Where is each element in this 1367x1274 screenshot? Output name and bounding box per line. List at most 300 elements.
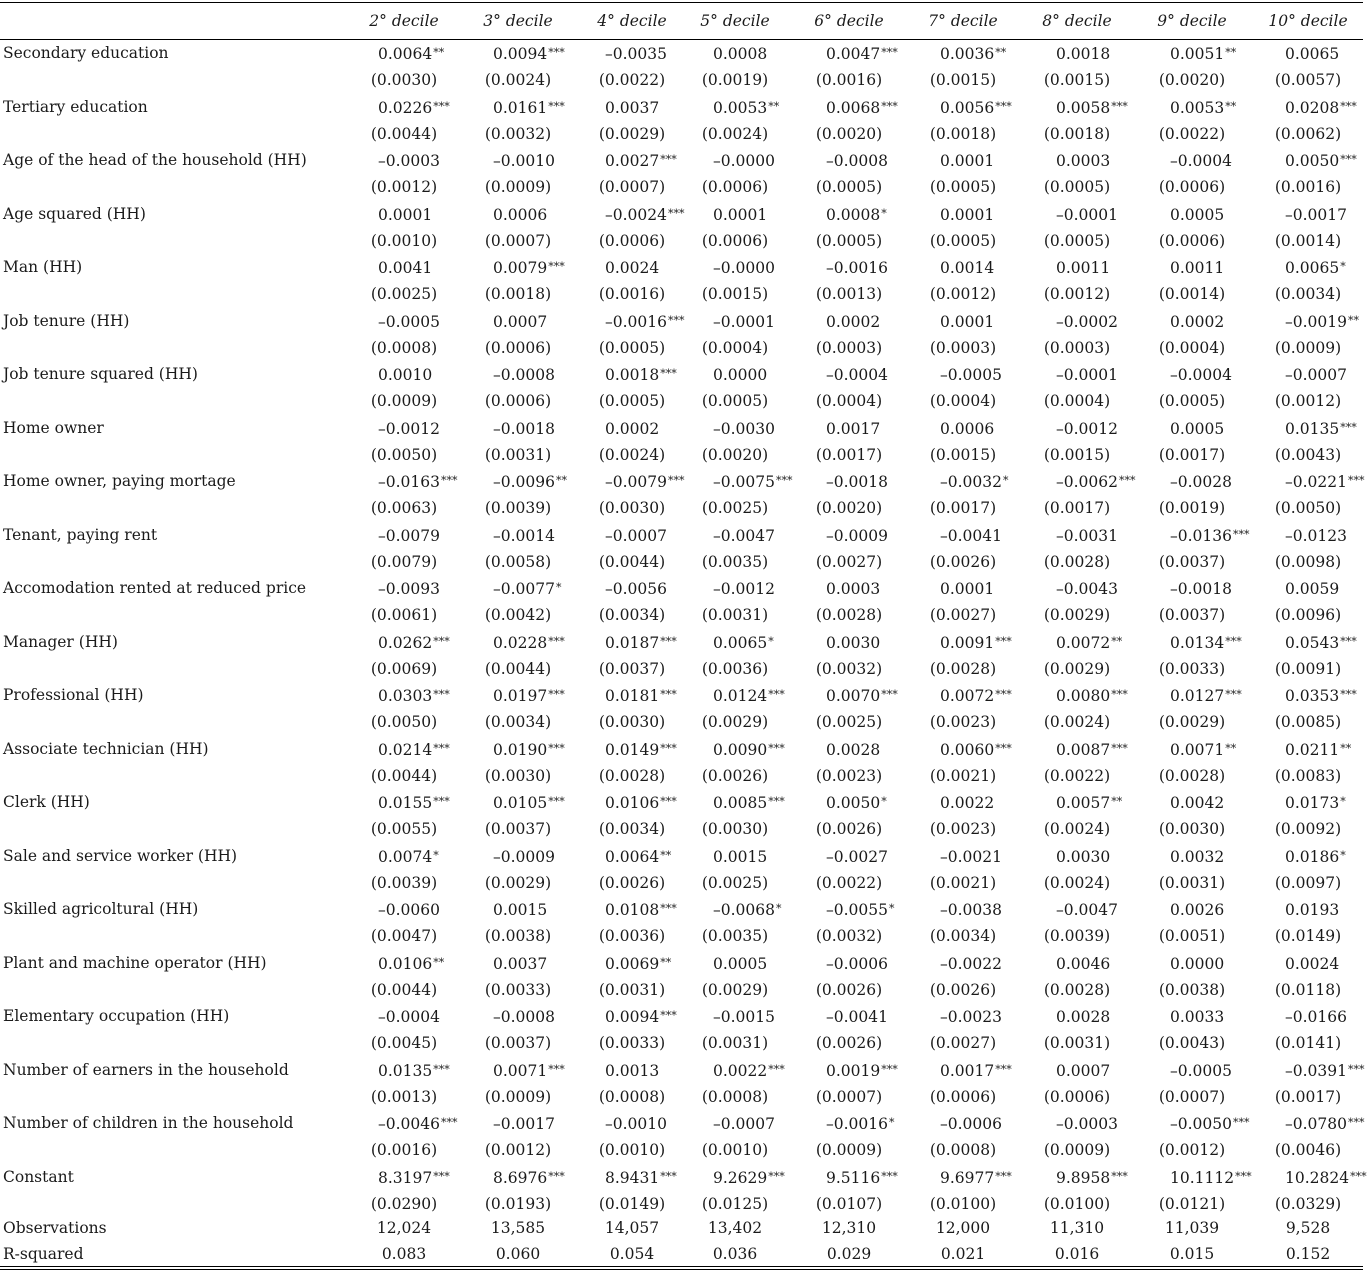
coefficient-cell bbox=[1285, 740, 1351, 759]
standard-error-cell: (0.0012) bbox=[1158, 1141, 1226, 1159]
coefficient-cell bbox=[605, 472, 685, 491]
significance-stars: * bbox=[881, 795, 887, 808]
standard-error-cell: (0.0036) bbox=[598, 927, 666, 945]
standard-error-cell: (0.0039) bbox=[370, 873, 438, 892]
significance-stars: *** bbox=[660, 902, 677, 915]
coefficient-value: 0.0001 bbox=[940, 312, 995, 331]
standard-error-cell: (0.0027) bbox=[929, 606, 997, 624]
column-header: 10° decile bbox=[1268, 12, 1348, 30]
standard-error-cell: (0.0013) bbox=[370, 1087, 438, 1106]
coefficient-cell bbox=[378, 1168, 450, 1187]
standard-error-cell: (0.0017) bbox=[815, 445, 883, 464]
standard-error-cell: (0.0019) bbox=[1158, 499, 1226, 517]
standard-error-cell: (0.0007) bbox=[598, 178, 666, 196]
standard-error-cell: (0.0055) bbox=[370, 820, 438, 838]
row-label: Sale and service worker (HH) bbox=[3, 846, 238, 865]
coefficient-cell bbox=[1170, 1114, 1250, 1133]
coefficient-cell bbox=[826, 98, 898, 117]
significance-stars: ** bbox=[660, 848, 672, 862]
significance-stars: ** bbox=[660, 955, 672, 969]
coefficient-value: 0.0214 bbox=[378, 740, 433, 759]
row-label: Clerk (HH) bbox=[3, 793, 90, 811]
standard-error-cell: (0.0023) bbox=[815, 766, 883, 785]
coefficient-value: 8.3197 bbox=[378, 1168, 433, 1187]
significance-stars: *** bbox=[433, 688, 450, 701]
significance-stars: ** bbox=[1111, 795, 1123, 808]
footer-value: 0.015 bbox=[1169, 1245, 1215, 1263]
coefficient-value: 10.1112 bbox=[1170, 1168, 1235, 1187]
row-label: Professional (HH) bbox=[3, 686, 144, 704]
standard-error-cell: (0.0062) bbox=[1274, 124, 1342, 143]
coefficient-value: –0.0060 bbox=[378, 901, 440, 919]
coefficient-cell bbox=[940, 1168, 1012, 1187]
coefficient-cell bbox=[826, 740, 881, 759]
coefficient-cell bbox=[1285, 526, 1348, 545]
coefficient-cell bbox=[493, 1007, 556, 1026]
standard-error-cell: (0.0031) bbox=[484, 445, 552, 464]
coefficient-value: 0.0087 bbox=[1056, 740, 1111, 759]
coefficient-cell bbox=[1285, 312, 1359, 331]
significance-stars: *** bbox=[1340, 634, 1357, 648]
standard-error-cell: (0.0003) bbox=[1043, 338, 1111, 357]
significance-stars: * bbox=[768, 634, 774, 648]
coefficient-cell bbox=[1285, 44, 1340, 63]
significance-stars: * bbox=[1340, 795, 1346, 808]
standard-error-cell: (0.0004) bbox=[701, 338, 769, 357]
coefficient-value: –0.0035 bbox=[605, 45, 667, 63]
standard-error-cell: (0.0030) bbox=[701, 820, 769, 838]
standard-error-cell: (0.0005) bbox=[1043, 231, 1111, 250]
coefficient-cell bbox=[1285, 579, 1340, 598]
coefficient-cell bbox=[940, 312, 995, 331]
significance-stars: * bbox=[776, 902, 782, 915]
coefficient-cell bbox=[826, 312, 881, 331]
standard-error-cell: (0.0026) bbox=[815, 980, 883, 999]
standard-error-cell: (0.0020) bbox=[1158, 71, 1226, 89]
standard-error-cell: (0.0004) bbox=[815, 392, 883, 410]
coefficient-value: 0.0046 bbox=[1056, 954, 1111, 973]
standard-error-cell: (0.0005) bbox=[1158, 392, 1226, 410]
standard-error-cell: (0.0018) bbox=[484, 285, 552, 303]
standard-error-cell: (0.0043) bbox=[1274, 445, 1342, 464]
standard-error-cell: (0.0038) bbox=[484, 927, 552, 945]
coefficient-cell bbox=[1170, 1061, 1233, 1080]
footer-value: 0.083 bbox=[381, 1245, 427, 1263]
standard-error-cell: (0.0029) bbox=[598, 124, 666, 143]
coefficient-value: 0.0011 bbox=[1170, 259, 1225, 277]
standard-error-cell: (0.0007) bbox=[815, 1087, 883, 1106]
coefficient-cell bbox=[713, 365, 768, 384]
coefficient-value: –0.0019 bbox=[1285, 312, 1347, 331]
significance-stars: * bbox=[881, 206, 887, 220]
coefficient-value: 0.0071 bbox=[493, 1061, 548, 1080]
coefficient-value: –0.0012 bbox=[1056, 419, 1118, 438]
row-label: Associate technician (HH) bbox=[3, 739, 209, 758]
standard-error-cell: (0.0035) bbox=[701, 552, 769, 571]
coefficient-value: 9.2629 bbox=[713, 1168, 768, 1187]
coefficient-value: 0.0030 bbox=[826, 633, 881, 652]
standard-error-cell: (0.0029) bbox=[484, 873, 552, 892]
footer-label: R-squared bbox=[3, 1245, 84, 1263]
coefficient-value: –0.0002 bbox=[1056, 312, 1118, 331]
standard-error-cell: (0.0005) bbox=[815, 231, 883, 250]
coefficient-cell bbox=[493, 633, 565, 652]
coefficient-value: 0.0001 bbox=[940, 580, 995, 598]
coefficient-value: 0.0015 bbox=[493, 901, 548, 919]
significance-stars: *** bbox=[660, 153, 677, 166]
coefficient-value: –0.0004 bbox=[826, 366, 888, 384]
coefficient-cell bbox=[605, 793, 677, 812]
standard-error-cell: (0.0083) bbox=[1274, 766, 1342, 785]
coefficient-cell bbox=[1056, 633, 1122, 652]
significance-stars: *** bbox=[1111, 99, 1128, 113]
coefficient-cell bbox=[940, 686, 1012, 705]
coefficient-value: 0.0208 bbox=[1285, 98, 1340, 117]
significance-stars: *** bbox=[995, 99, 1012, 113]
standard-error-cell: (0.0018) bbox=[929, 124, 997, 143]
standard-error-cell: (0.0025) bbox=[701, 873, 769, 892]
coefficient-cell bbox=[378, 151, 441, 170]
coefficient-cell bbox=[1285, 686, 1357, 705]
coefficient-value: 0.0007 bbox=[493, 312, 548, 331]
coefficient-value: 0.0090 bbox=[713, 740, 768, 759]
column-header: 7° decile bbox=[928, 12, 998, 30]
coefficient-value: 0.0017 bbox=[940, 1061, 995, 1080]
standard-error-cell: (0.0005) bbox=[1043, 178, 1111, 196]
coefficient-cell bbox=[605, 1114, 668, 1133]
standard-error-cell: (0.0008) bbox=[598, 1087, 666, 1106]
significance-stars: *** bbox=[548, 634, 565, 648]
coefficient-value: 0.0226 bbox=[378, 98, 433, 117]
coefficient-cell bbox=[493, 365, 556, 384]
coefficient-cell bbox=[493, 579, 562, 598]
footer-value: 0.152 bbox=[1285, 1245, 1331, 1263]
coefficient-cell bbox=[1056, 1007, 1111, 1026]
coefficient-cell bbox=[605, 633, 677, 652]
significance-stars: *** bbox=[1233, 527, 1250, 541]
coefficient-cell bbox=[493, 900, 548, 919]
coefficient-cell bbox=[940, 954, 1003, 973]
coefficient-value: –0.0001 bbox=[713, 312, 775, 331]
coefficient-cell bbox=[605, 579, 668, 598]
coefficient-value: 0.0053 bbox=[1170, 98, 1225, 117]
coefficient-value: 0.0070 bbox=[826, 687, 881, 705]
coefficient-cell bbox=[1285, 1061, 1365, 1080]
standard-error-cell: (0.0100) bbox=[929, 1194, 997, 1213]
standard-error-cell: (0.0012) bbox=[929, 285, 997, 303]
coefficient-cell bbox=[1170, 686, 1242, 705]
coefficient-cell bbox=[940, 847, 1003, 866]
coefficient-value: 9.6977 bbox=[940, 1168, 995, 1187]
coefficient-value: 0.0181 bbox=[605, 687, 660, 705]
significance-stars: ** bbox=[1225, 99, 1237, 113]
coefficient-cell bbox=[713, 98, 779, 117]
significance-stars: *** bbox=[433, 99, 450, 113]
coefficient-value: –0.0041 bbox=[826, 1008, 888, 1026]
coefficient-cell bbox=[378, 633, 450, 652]
coefficient-cell bbox=[940, 1007, 1003, 1026]
coefficient-value: 0.0211 bbox=[1285, 740, 1340, 759]
standard-error-cell: (0.0098) bbox=[1274, 552, 1342, 571]
significance-stars: *** bbox=[768, 795, 785, 808]
coefficient-value: 0.0001 bbox=[940, 205, 995, 224]
coefficient-cell bbox=[1056, 1061, 1111, 1080]
significance-stars: *** bbox=[433, 1169, 450, 1183]
standard-error-cell: (0.0044) bbox=[370, 124, 438, 143]
coefficient-value: 0.0197 bbox=[493, 687, 548, 705]
standard-error-cell: (0.0031) bbox=[1043, 1034, 1111, 1052]
coefficient-value: –0.0007 bbox=[605, 526, 667, 545]
coefficient-cell bbox=[940, 44, 1006, 63]
coefficient-value: –0.0022 bbox=[940, 954, 1002, 973]
standard-error-cell: (0.0021) bbox=[929, 766, 997, 785]
coefficient-value: 0.0001 bbox=[378, 205, 433, 224]
coefficient-value: –0.0005 bbox=[940, 366, 1002, 384]
coefficient-value: 0.0080 bbox=[1056, 687, 1111, 705]
bottom-rule-double bbox=[0, 1269, 1363, 1270]
coefficient-value: 0.0028 bbox=[826, 740, 881, 759]
standard-error-cell: (0.0022) bbox=[815, 873, 883, 892]
coefficient-value: –0.0062 bbox=[1056, 473, 1118, 491]
header-rule bbox=[0, 39, 1363, 40]
coefficient-value: 0.0056 bbox=[940, 98, 995, 117]
row-label: Tenant, paying rent bbox=[3, 525, 158, 544]
coefficient-cell bbox=[378, 900, 441, 919]
coefficient-cell bbox=[605, 151, 677, 170]
coefficient-cell bbox=[1285, 793, 1346, 812]
coefficient-value: 10.2824 bbox=[1285, 1168, 1350, 1187]
standard-error-cell: (0.0029) bbox=[1043, 659, 1111, 678]
standard-error-cell: (0.0025) bbox=[815, 713, 883, 731]
significance-stars: *** bbox=[881, 1062, 898, 1076]
coefficient-cell bbox=[826, 205, 887, 224]
coefficient-value: 0.0068 bbox=[826, 98, 881, 117]
coefficient-value: 0.0019 bbox=[826, 1061, 881, 1080]
coefficient-cell bbox=[378, 579, 441, 598]
coefficient-cell bbox=[940, 98, 1012, 117]
standard-error-cell: (0.0050) bbox=[370, 713, 438, 731]
column-header: 5° decile bbox=[700, 12, 770, 30]
standard-error-cell: (0.0017) bbox=[1274, 1087, 1342, 1106]
row-label: Number of earners in the household bbox=[3, 1060, 289, 1079]
coefficient-value: 0.0002 bbox=[605, 419, 660, 438]
standard-error-cell: (0.0010) bbox=[598, 1141, 666, 1159]
significance-stars: ** bbox=[556, 474, 567, 487]
standard-error-cell: (0.0017) bbox=[1158, 445, 1226, 464]
standard-error-cell: (0.0030) bbox=[1158, 820, 1226, 838]
coefficient-value: 0.0053 bbox=[713, 98, 768, 117]
standard-error-cell: (0.0028) bbox=[815, 606, 883, 624]
significance-stars: ** bbox=[433, 46, 445, 59]
coefficient-cell bbox=[940, 740, 1012, 759]
coefficient-cell bbox=[493, 526, 556, 545]
coefficient-value: –0.0008 bbox=[493, 366, 555, 384]
significance-stars: *** bbox=[668, 474, 685, 487]
row-label: Manager (HH) bbox=[3, 632, 118, 651]
coefficient-value: –0.0008 bbox=[826, 152, 888, 170]
coefficient-cell bbox=[1285, 900, 1340, 919]
coefficient-cell bbox=[713, 900, 782, 919]
coefficient-cell bbox=[1170, 740, 1236, 759]
significance-stars: ** bbox=[1225, 46, 1237, 59]
coefficient-cell bbox=[1285, 847, 1346, 866]
significance-stars: *** bbox=[660, 634, 677, 648]
coefficient-cell bbox=[826, 258, 889, 277]
significance-stars: * bbox=[556, 581, 562, 594]
coefficient-value: –0.0010 bbox=[493, 152, 555, 170]
standard-error-cell: (0.0016) bbox=[1274, 178, 1342, 196]
standard-error-cell: (0.0008) bbox=[701, 1087, 769, 1106]
coefficient-cell bbox=[1285, 98, 1357, 117]
coefficient-cell bbox=[605, 686, 677, 705]
standard-error-cell: (0.0025) bbox=[370, 285, 438, 303]
significance-stars: *** bbox=[1348, 1116, 1365, 1129]
footer-value: 0.036 bbox=[712, 1245, 758, 1263]
standard-error-cell: (0.0008) bbox=[929, 1141, 997, 1159]
standard-error-cell: (0.0020) bbox=[815, 499, 883, 517]
coefficient-cell bbox=[1056, 44, 1111, 63]
coefficient-cell bbox=[605, 419, 660, 438]
coefficient-value: 0.0064 bbox=[605, 847, 660, 866]
standard-error-cell: (0.0028) bbox=[598, 766, 666, 785]
coefficient-cell bbox=[713, 740, 785, 759]
standard-error-cell: (0.0015) bbox=[929, 445, 997, 464]
coefficient-cell bbox=[940, 1061, 1012, 1080]
coefficient-value: –0.0096 bbox=[493, 473, 555, 491]
coefficient-cell bbox=[826, 579, 881, 598]
coefficient-cell bbox=[940, 526, 1003, 545]
coefficient-cell bbox=[605, 258, 660, 277]
significance-stars: *** bbox=[768, 741, 785, 755]
significance-stars: *** bbox=[548, 795, 565, 808]
coefficient-cell bbox=[605, 847, 671, 866]
standard-error-cell: (0.0012) bbox=[370, 178, 438, 196]
standard-error-cell: (0.0024) bbox=[1043, 873, 1111, 892]
significance-stars: *** bbox=[441, 474, 458, 487]
coefficient-value: –0.0043 bbox=[1056, 580, 1118, 598]
significance-stars: *** bbox=[1119, 474, 1136, 487]
standard-error-cell: (0.0019) bbox=[701, 71, 769, 89]
standard-error-cell: (0.0028) bbox=[1043, 552, 1111, 571]
coefficient-value: 0.0002 bbox=[1170, 312, 1225, 331]
standard-error-cell: (0.0005) bbox=[598, 338, 666, 357]
column-header: 6° decile bbox=[814, 12, 884, 30]
coefficient-value: –0.0004 bbox=[1170, 366, 1232, 384]
coefficient-cell bbox=[378, 419, 441, 438]
standard-error-cell: (0.0013) bbox=[815, 285, 883, 303]
significance-stars: *** bbox=[668, 206, 685, 220]
row-label: Age squared (HH) bbox=[3, 204, 146, 223]
coefficient-cell bbox=[493, 98, 565, 117]
coefficient-value: 0.0000 bbox=[713, 366, 768, 384]
coefficient-cell bbox=[1170, 472, 1233, 491]
significance-stars: *** bbox=[995, 634, 1012, 648]
coefficient-cell bbox=[1056, 205, 1119, 224]
coefficient-value: –0.0123 bbox=[1285, 526, 1347, 545]
standard-error-cell: (0.0004) bbox=[929, 392, 997, 410]
standard-error-cell: (0.0008) bbox=[370, 338, 438, 357]
coefficient-value: –0.0047 bbox=[713, 526, 775, 545]
significance-stars: *** bbox=[776, 474, 793, 487]
coefficient-cell bbox=[826, 44, 898, 63]
coefficient-value: –0.0009 bbox=[826, 526, 888, 545]
standard-error-cell: (0.0015) bbox=[1043, 71, 1111, 89]
coefficient-value: 0.0071 bbox=[1170, 740, 1225, 759]
coefficient-value: 0.0127 bbox=[1170, 687, 1225, 705]
coefficient-value: 0.0262 bbox=[378, 633, 433, 652]
standard-error-cell: (0.0091) bbox=[1274, 659, 1342, 678]
standard-error-cell: (0.0069) bbox=[370, 659, 438, 678]
column-header: 3° decile bbox=[483, 12, 553, 30]
coefficient-cell bbox=[940, 579, 995, 598]
coefficient-cell bbox=[1056, 258, 1111, 277]
standard-error-cell: (0.0046) bbox=[1274, 1141, 1342, 1159]
footer-value: 13,585 bbox=[490, 1219, 546, 1237]
coefficient-cell bbox=[1056, 1168, 1128, 1187]
coefficient-cell bbox=[713, 205, 768, 224]
significance-stars: *** bbox=[433, 741, 450, 755]
coefficient-value: –0.0068 bbox=[713, 901, 775, 919]
coefficient-cell bbox=[713, 847, 768, 866]
coefficient-cell bbox=[493, 44, 565, 63]
coefficient-value: 0.0032 bbox=[1170, 847, 1225, 866]
coefficient-value: –0.0046 bbox=[378, 1115, 440, 1133]
row-label: Constant bbox=[3, 1167, 74, 1186]
standard-error-cell: (0.0006) bbox=[1158, 178, 1226, 196]
standard-error-cell: (0.0193) bbox=[484, 1194, 552, 1213]
significance-stars: *** bbox=[881, 46, 898, 59]
standard-error-cell: (0.0061) bbox=[370, 606, 438, 624]
coefficient-cell bbox=[1056, 526, 1119, 545]
standard-error-cell: (0.0050) bbox=[370, 445, 438, 464]
significance-stars: *** bbox=[768, 1062, 785, 1076]
standard-error-cell: (0.0026) bbox=[929, 980, 997, 999]
coefficient-cell bbox=[1285, 205, 1348, 224]
coefficient-value: –0.0001 bbox=[1056, 366, 1118, 384]
coefficient-cell bbox=[1285, 258, 1346, 277]
coefficient-value: 0.0001 bbox=[713, 205, 768, 224]
coefficient-value: 0.0000 bbox=[1170, 954, 1225, 973]
standard-error-cell: (0.0085) bbox=[1274, 713, 1342, 731]
coefficient-value: 0.0005 bbox=[1170, 419, 1225, 438]
coefficient-cell bbox=[940, 633, 1012, 652]
coefficient-value: 0.0001 bbox=[940, 152, 995, 170]
significance-stars: *** bbox=[881, 99, 898, 113]
significance-stars: * bbox=[433, 848, 439, 862]
footer-value: 12,024 bbox=[376, 1219, 432, 1237]
coefficient-cell bbox=[713, 1114, 776, 1133]
standard-error-cell: (0.0026) bbox=[701, 766, 769, 785]
coefficient-value: –0.0017 bbox=[1285, 205, 1347, 224]
significance-stars: * bbox=[1340, 260, 1346, 273]
coefficient-cell bbox=[826, 365, 889, 384]
standard-error-cell: (0.0006) bbox=[701, 178, 769, 196]
coefficient-value: 0.0011 bbox=[1056, 259, 1111, 277]
significance-stars: *** bbox=[1340, 688, 1357, 701]
coefficient-cell bbox=[605, 44, 668, 63]
coefficient-value: –0.0003 bbox=[378, 152, 440, 170]
coefficient-value: –0.0032 bbox=[940, 473, 1002, 491]
row-label: Age of the head of the household (HH) bbox=[3, 151, 307, 169]
row-label: Tertiary education bbox=[3, 97, 148, 116]
coefficient-cell bbox=[1170, 312, 1225, 331]
standard-error-cell: (0.0028) bbox=[929, 659, 997, 678]
coefficient-cell bbox=[378, 740, 450, 759]
standard-error-cell: (0.0006) bbox=[484, 338, 552, 357]
standard-error-cell: (0.0031) bbox=[701, 1034, 769, 1052]
coefficient-value: 0.0155 bbox=[378, 794, 433, 812]
standard-error-cell: (0.0009) bbox=[815, 1141, 883, 1159]
